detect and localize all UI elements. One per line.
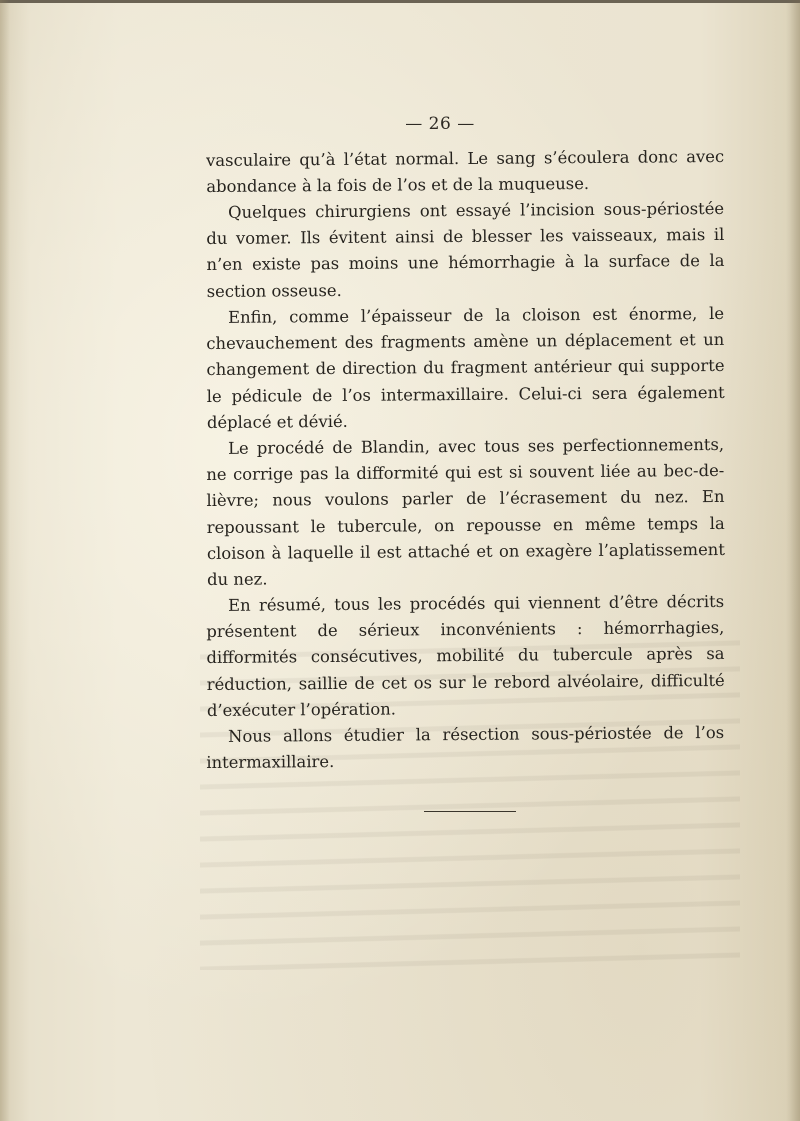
section-end-rule bbox=[424, 811, 516, 812]
paragraph: Quelques chirurgiens ont essayé l’incision sous-périostée du vomer. Ils évitent ainsi de blesser les vaisseaux, mais il n’en existe pas moins une hémorrhagie à la surface de la section osseuse. bbox=[206, 199, 725, 302]
paragraph-continuation: vasculaire qu’à l’état normal. Le sang s’écoulera donc avec abondance à la fois de l’os et de la muqueuse. bbox=[206, 146, 725, 197]
body-text bbox=[206, 148, 724, 777]
page-number: — 26 — bbox=[405, 114, 475, 134]
paragraph: Enfin, comme l’épaisseur de la cloison est énorme, le chevauchement des fragments amène un déplacement et un changement de direction du fragment antérieur qui supporte le pédicule de l’os intermaxillaire. Celui-ci sera également déplacé et dévié. bbox=[206, 304, 725, 433]
paragraph: En résumé, tous les procédés qui viennent d’être décrits présentent de sérieux inconvénients : hémorrhagies, difformités consécutives, mobilité du tubercule après sa réduction, saillie de cet os sur le rebord alvéolaire, difficulté d’exécuter l’opération. bbox=[206, 592, 725, 721]
page-top-edge bbox=[0, 0, 800, 3]
binding-shadow bbox=[0, 0, 10, 1121]
paragraph: Nous allons étudier la résection sous-périostée de l’os intermaxillaire. bbox=[206, 723, 725, 773]
paragraph: Le procédé de Blandin, avec tous ses perfectionnements, ne corrige pas la difformité qui est si souvent liée au bec-de-lièvre; nous voulons parler de l’écrasement du nez. En repoussant le tubercule, on repousse en même temps la cloison à laquelle il est attaché et on exagère l’aplatissement du nez. bbox=[206, 435, 725, 590]
page-edge-shadow bbox=[786, 0, 800, 1121]
